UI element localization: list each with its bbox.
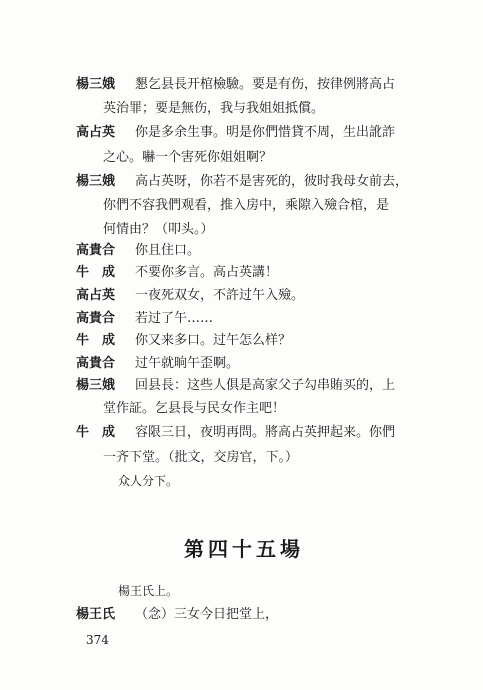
dialogue-continuation: 之心。嚇一个害死你姐姐啊？	[103, 150, 273, 165]
speaker-name: 牛 成	[76, 333, 116, 348]
speaker-name: 牛 成	[76, 265, 116, 280]
dialogue-text: 你又来多口。过午怎么样？	[135, 333, 292, 348]
stage-direction: 众人分下。	[118, 474, 179, 488]
stage-direction: 楊王氏上。	[118, 584, 179, 598]
speaker-name: 楊三娥	[76, 378, 116, 393]
dialogue-text: 过午就晌午歪啊。	[135, 356, 240, 371]
speaker-name: 高貴合	[76, 311, 116, 326]
page-number: 374	[86, 633, 109, 647]
dialogue-continuation: 何情由？（叩头。）	[103, 222, 214, 237]
speaker-name: 楊三娥	[76, 174, 116, 189]
dialogue-text: 若过了午……	[135, 311, 214, 326]
speaker-name: 高貴合	[76, 356, 116, 371]
speaker-name: 楊三娥	[76, 77, 116, 92]
speaker-name: 楊王氏	[76, 607, 116, 622]
dialogue-text: 容限三日，夜明再問。將高占英押起来。你們	[135, 425, 396, 440]
dialogue-text: 一夜死双女，不許过午入殮。	[135, 288, 305, 303]
scene-heading: 第四十五場	[184, 537, 304, 561]
dialogue-text: （念）三女今日把堂上，	[135, 607, 279, 622]
dialogue-text: 懇乞县長开棺檢驗。要是有伤，按律例將高占	[135, 77, 396, 92]
speaker-name: 高占英	[76, 125, 116, 140]
dialogue-text: 不要你多言。高占英講！	[135, 265, 279, 280]
dialogue-continuation: 你們不容我們观看，推入房中，乘隙入殮合棺，是	[103, 198, 390, 213]
speaker-name: 高貴合	[76, 243, 116, 258]
dialogue-text: 你是多余生事。明是你們惜貸不周，生出訛詐	[135, 125, 396, 140]
speaker-name: 高占英	[76, 288, 116, 303]
dialogue-continuation: 堂作証。乞县長与民女作主吧！	[103, 401, 286, 416]
dialogue-text: 你且住口。	[135, 243, 201, 258]
dialogue-text: 回县長：这些人俱是高家父子勾串賄买的，上	[135, 378, 396, 393]
dialogue-continuation: 一齐下堂。（批文，交房官，下。）	[103, 450, 299, 465]
dialogue-continuation: 英治罪；要是無伤，我与我姐姐抵償。	[103, 101, 325, 116]
speaker-name: 牛 成	[76, 425, 116, 440]
dialogue-text: 高占英呀，你若不是害死的，彼时我母女前去，	[135, 174, 409, 189]
